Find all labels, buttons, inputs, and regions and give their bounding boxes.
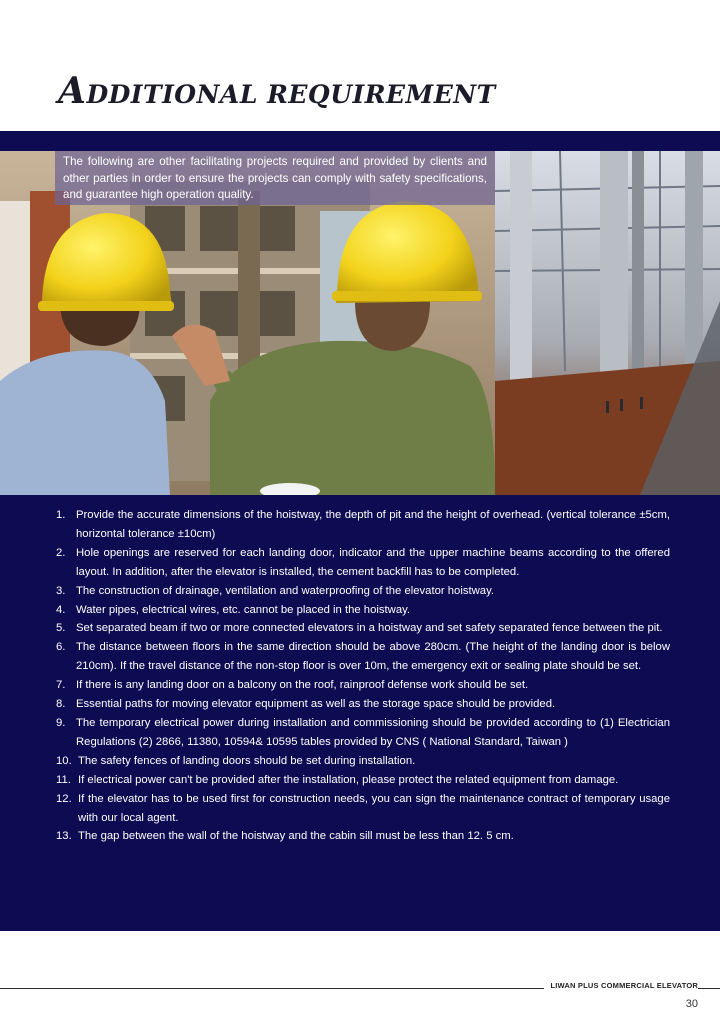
item-number: 4. (56, 603, 66, 616)
intro-text: The following are other facilitating projects required and provided by clients and other parties in order to ensure the projects can comply with safety specifications, and guarantee high operation quality. (55, 151, 495, 205)
item-text: Water pipes, electrical wires, etc. cannot be placed in the hoistway. (76, 603, 411, 616)
page-title (58, 70, 496, 112)
item-text: The safety fences of landing doors should be set during installation. (78, 754, 416, 767)
footer-brand: LIWAN PLUS COMMERCIAL ELEVATOR (544, 981, 698, 990)
item-number: 1. (56, 509, 66, 521)
item-number: 9. (56, 716, 66, 729)
list-item (56, 619, 670, 638)
list-item (56, 544, 670, 582)
list-item (56, 827, 670, 846)
list-item (56, 506, 670, 544)
item-number: 10. (56, 754, 72, 767)
list-item (56, 790, 670, 828)
list-item (56, 582, 670, 601)
page-title-rest: DDITIONAL REQUIREMENT (86, 80, 496, 109)
item-text: Provide the accurate dimensions of the hoistway, the depth of pit and the height of overhead. (vertical tolerance ±5cm, horizontal tolerance ±10cm) (76, 509, 670, 540)
item-text: If there is any landing door on a balcony on the roof, rainproof defense work should be set. (76, 679, 529, 692)
item-text: Essential paths for moving elevator equipment as well as the storage space should be provided. (76, 698, 556, 711)
item-text: Set separated beam if two or more connected elevators in a hoistway and set safety separated fence between the pit. (76, 622, 663, 635)
list-item (56, 695, 670, 714)
item-text: The gap between the wall of the hoistway and the cabin sill must be less than 12. 5 cm. (78, 830, 514, 843)
list-item (56, 771, 670, 790)
list-item (56, 676, 670, 695)
item-number: 7. (56, 679, 66, 692)
page-title-initial: A (58, 70, 87, 112)
item-number: 5. (56, 622, 66, 635)
list-item (56, 601, 670, 620)
item-number: 3. (56, 584, 66, 597)
list-item (56, 638, 670, 676)
item-number: 11. (56, 773, 71, 786)
item-number: 12. (56, 792, 72, 805)
item-number: 13. (56, 830, 72, 843)
item-number: 2. (56, 546, 66, 559)
requirements-list (56, 506, 670, 846)
item-number: 8. (56, 698, 66, 711)
page-number: 30 (685, 998, 698, 1010)
item-text: The distance between floors in the same direction should be above 280cm. (The height of the landing door is below 210cm). If the travel distance of the non-stop floor is over 10m, the emergency exit or sealing plate should be set. (76, 641, 670, 673)
list-item (56, 714, 670, 752)
item-number: 6. (56, 641, 66, 654)
item-text: If electrical power can't be provided after the installation, please protect the related equipment from damage. (78, 773, 619, 786)
item-text: Hole openings are reserved for each landing door, indicator and the upper machine beams according to the offered layout. In addition, after the elevator is installed, the cement backfill has to be completed. (76, 546, 670, 578)
item-text: If the elevator has to be used first for construction needs, you can sign the maintenance contract of temporary usage with our local agent. (78, 792, 670, 824)
list-item (56, 752, 670, 771)
item-text: The temporary electrical power during installation and commissioning should be provided according to (1) Electrician Regulations (2) 2866, 11380, 10594& 10595 tables provided by CNS ( National Standard, Taiwan ) (76, 716, 670, 748)
item-text: The construction of drainage, ventilation and waterproofing of the elevator hoistway. (76, 584, 495, 597)
